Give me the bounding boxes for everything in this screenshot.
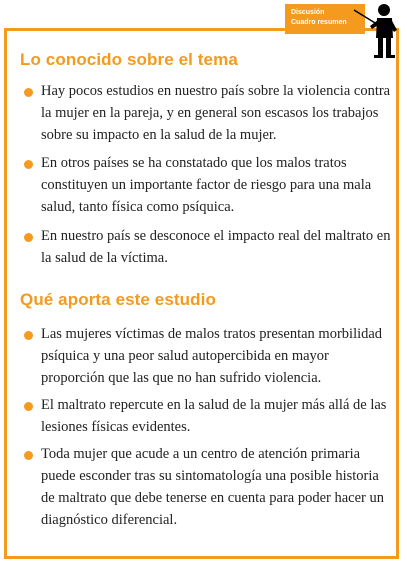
bullet-icon [24,451,33,460]
header-tag-line1: Discusión [291,9,325,16]
list-item: Toda mujer que acude a un centro de atención primaria puede esconder tras su sintomatología una posible historia de maltrato que debe tenerse en cuenta para poder hacer un diagnóstico diferencial. [41,446,384,528]
bullet-icon [24,160,33,169]
presenter-figure-icon [352,0,402,60]
bullet-icon [24,402,33,411]
section-title-contribution: Qué aporta este estudio [20,290,216,309]
bullet-icon [24,233,33,242]
list-item: Hay pocos estudios en nuestro país sobre la violencia contra la mujer en la pareja, y en general son escasos los trabajos sobre su impacto en la salud de la mujer. [41,83,391,143]
header-tag-line2: Cuadro resumen [291,19,347,26]
list-item: En nuestro país se desconoce el impacto real del maltrato en la salud de la víctima. [41,228,391,266]
bullet-icon [24,331,33,340]
section-title-known: Lo conocido sobre el tema [20,50,238,69]
list-item: Las mujeres víctimas de malos tratos presentan morbilidad psíquica y una peor salud autopercibida en mayor proporción que las que no han sufrido violencia. [41,326,383,386]
list-item: El maltrato repercute en la salud de la mujer más allá de las lesiones físicas evidentes. [41,397,387,435]
bullet-icon [24,88,33,97]
list-item: En otros países se ha constatado que los malos tratos constituyen un importante factor de riesgo para una mala salud, tanto física como psíquica. [41,155,372,215]
